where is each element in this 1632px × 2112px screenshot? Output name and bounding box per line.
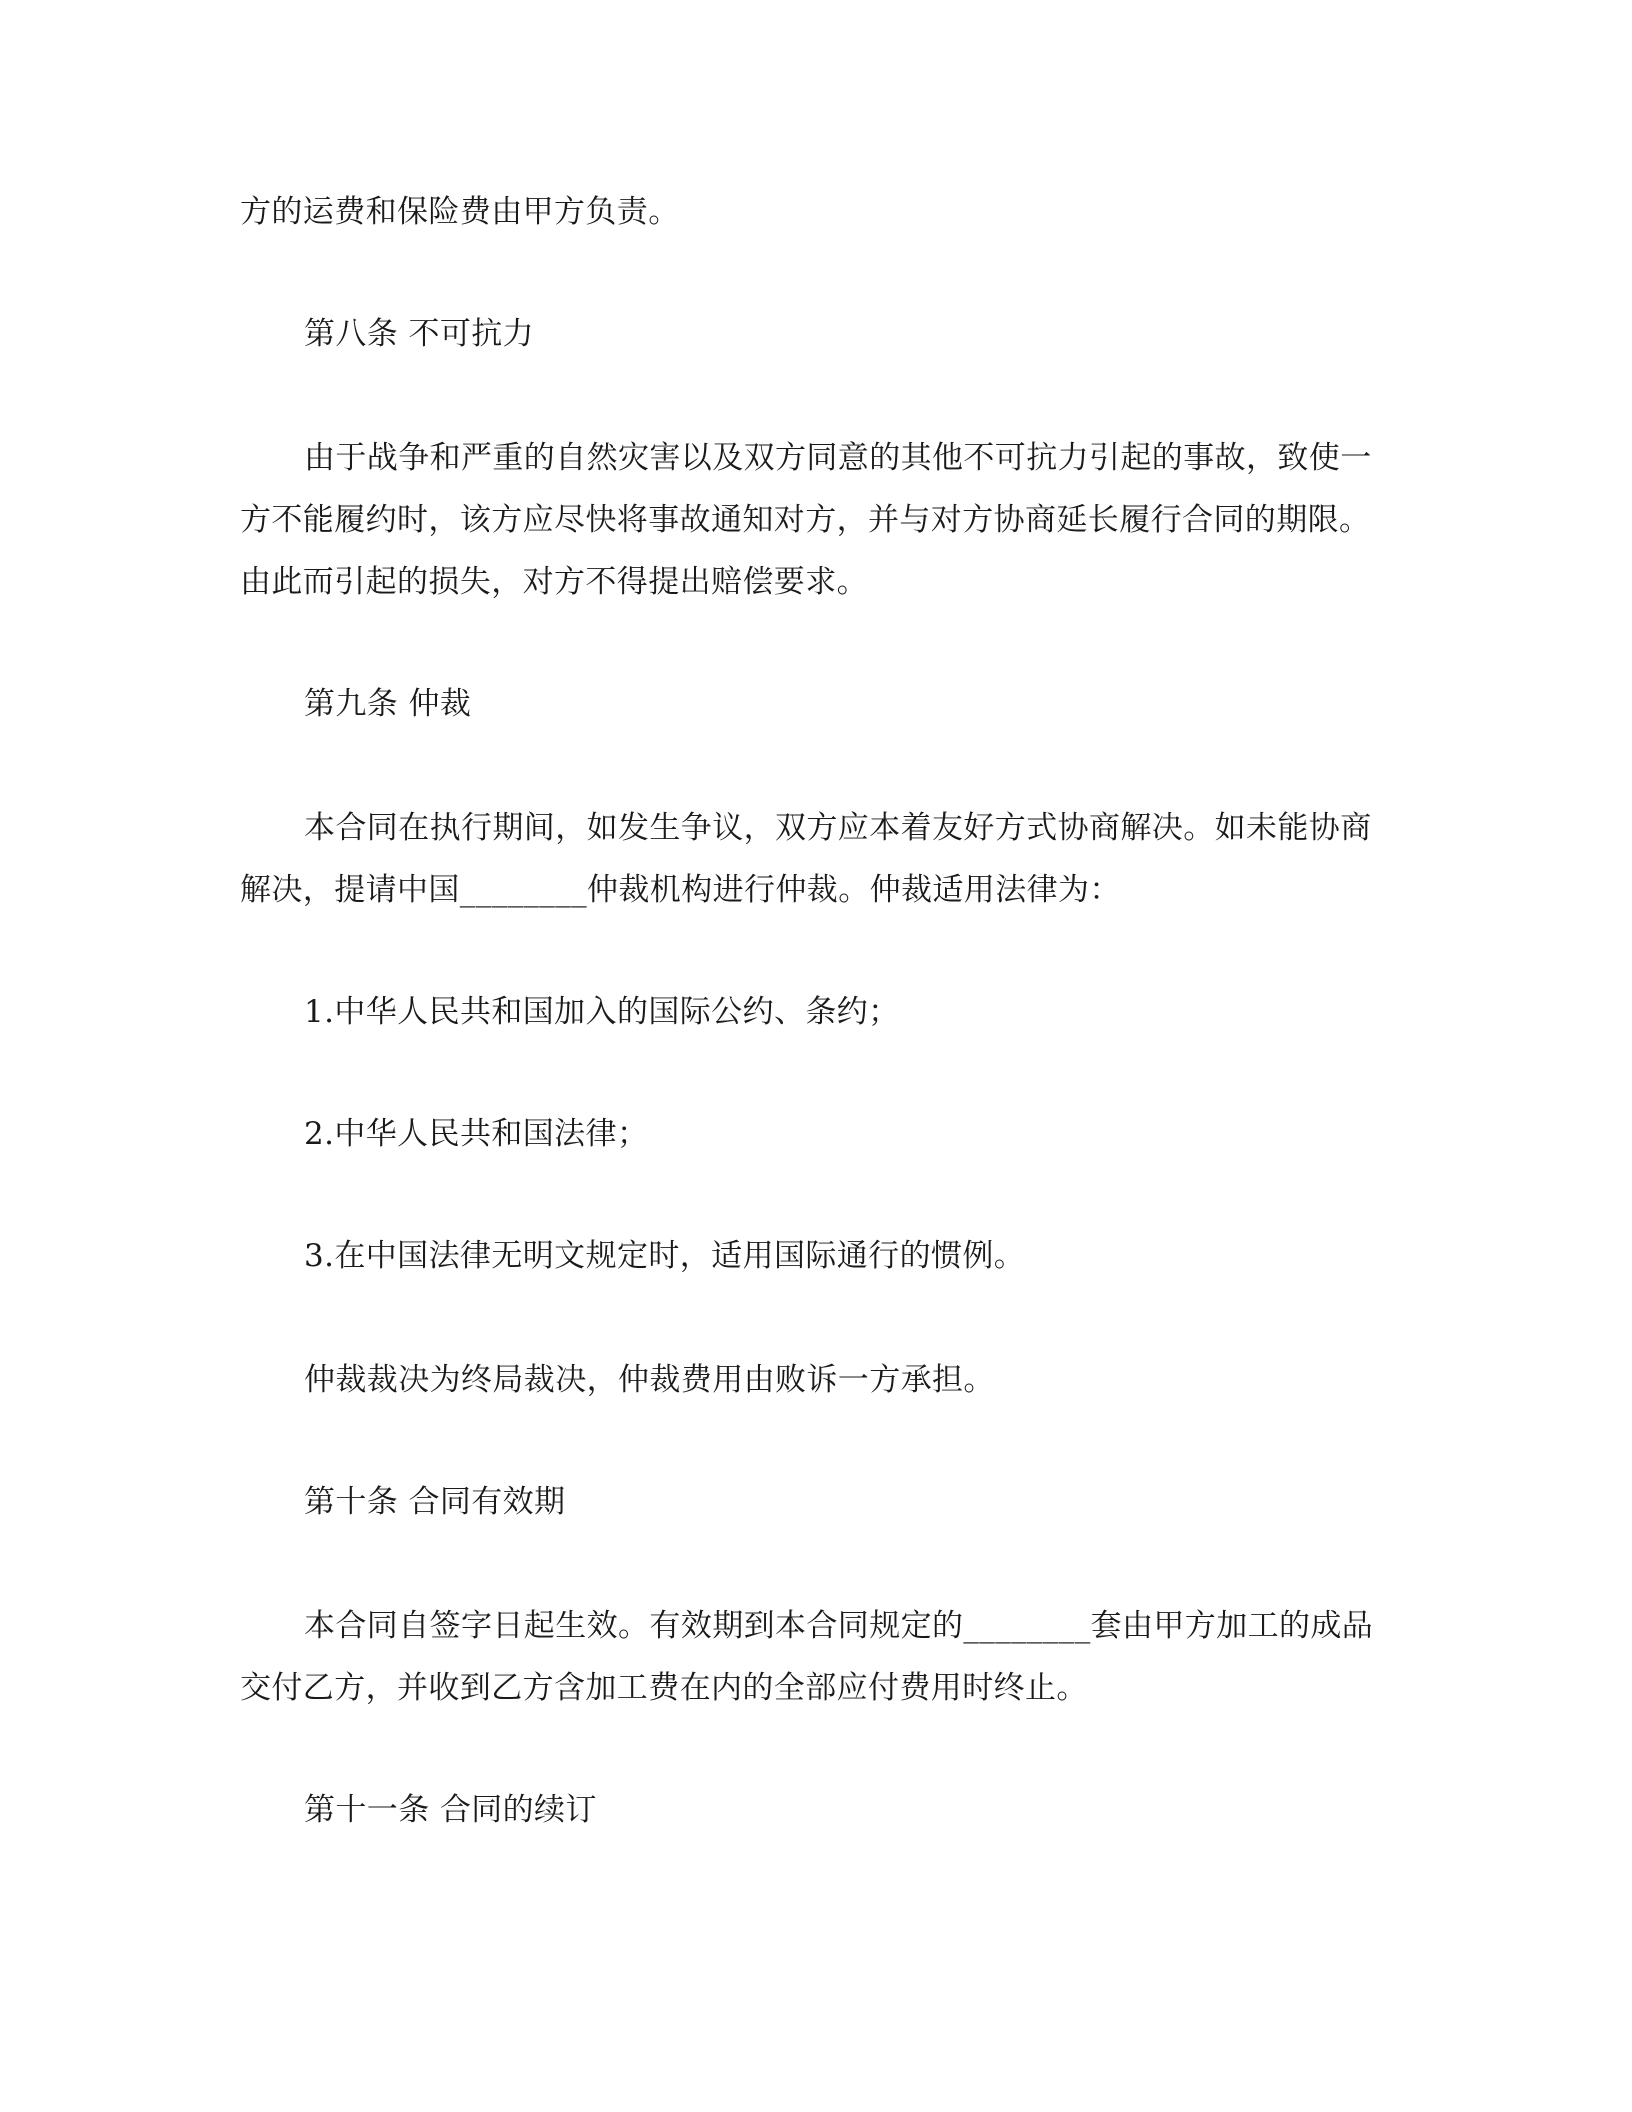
list-item: 3.在中国法律无明文规定时，适用国际通行的惯例。 (304, 1238, 1026, 1274)
list-item: 1.中华人民共和国加入的国际公约、条约； (304, 994, 900, 1030)
article-heading: 第十一条 合同的续订 (304, 1792, 597, 1828)
paragraph-line: 本合同在执行期间，如发生争议，双方应本着友好方式协商解决。如未能协商 (304, 810, 1372, 846)
article-heading: 第九条 仲裁 (304, 686, 472, 722)
list-item: 2.中华人民共和国法律； (304, 1116, 649, 1152)
paragraph-line: 方不能履约时，该方应尽快将事故通知对方，并与对方协商延长履行合同的期限。 (240, 502, 1371, 538)
paragraph-line: 解决，提请中国________仲裁机构进行仲裁。仲裁适用法律为： (240, 872, 1121, 908)
paragraph-line: 本合同自签字日起生效。有效期到本合同规定的________套由甲方加工的成品 (304, 1608, 1374, 1644)
paragraph-line: 由此而引起的损失，对方不得提出赔偿要求。 (240, 564, 868, 600)
paragraph-line: 由于战争和严重的自然灾害以及双方同意的其他不可抗力引起的事故，致使一 (304, 440, 1372, 476)
paragraph-line: 方的运费和保险费由甲方负责。 (240, 194, 680, 230)
paragraph-line: 交付乙方，并收到乙方含加工费在内的全部应付费用时终止。 (240, 1670, 1088, 1706)
article-heading: 第十条 合同有效期 (304, 1484, 566, 1520)
article-heading: 第八条 不可抗力 (304, 316, 535, 352)
paragraph-line: 仲裁裁决为终局裁决，仲裁费用由败诉一方承担。 (304, 1362, 995, 1398)
